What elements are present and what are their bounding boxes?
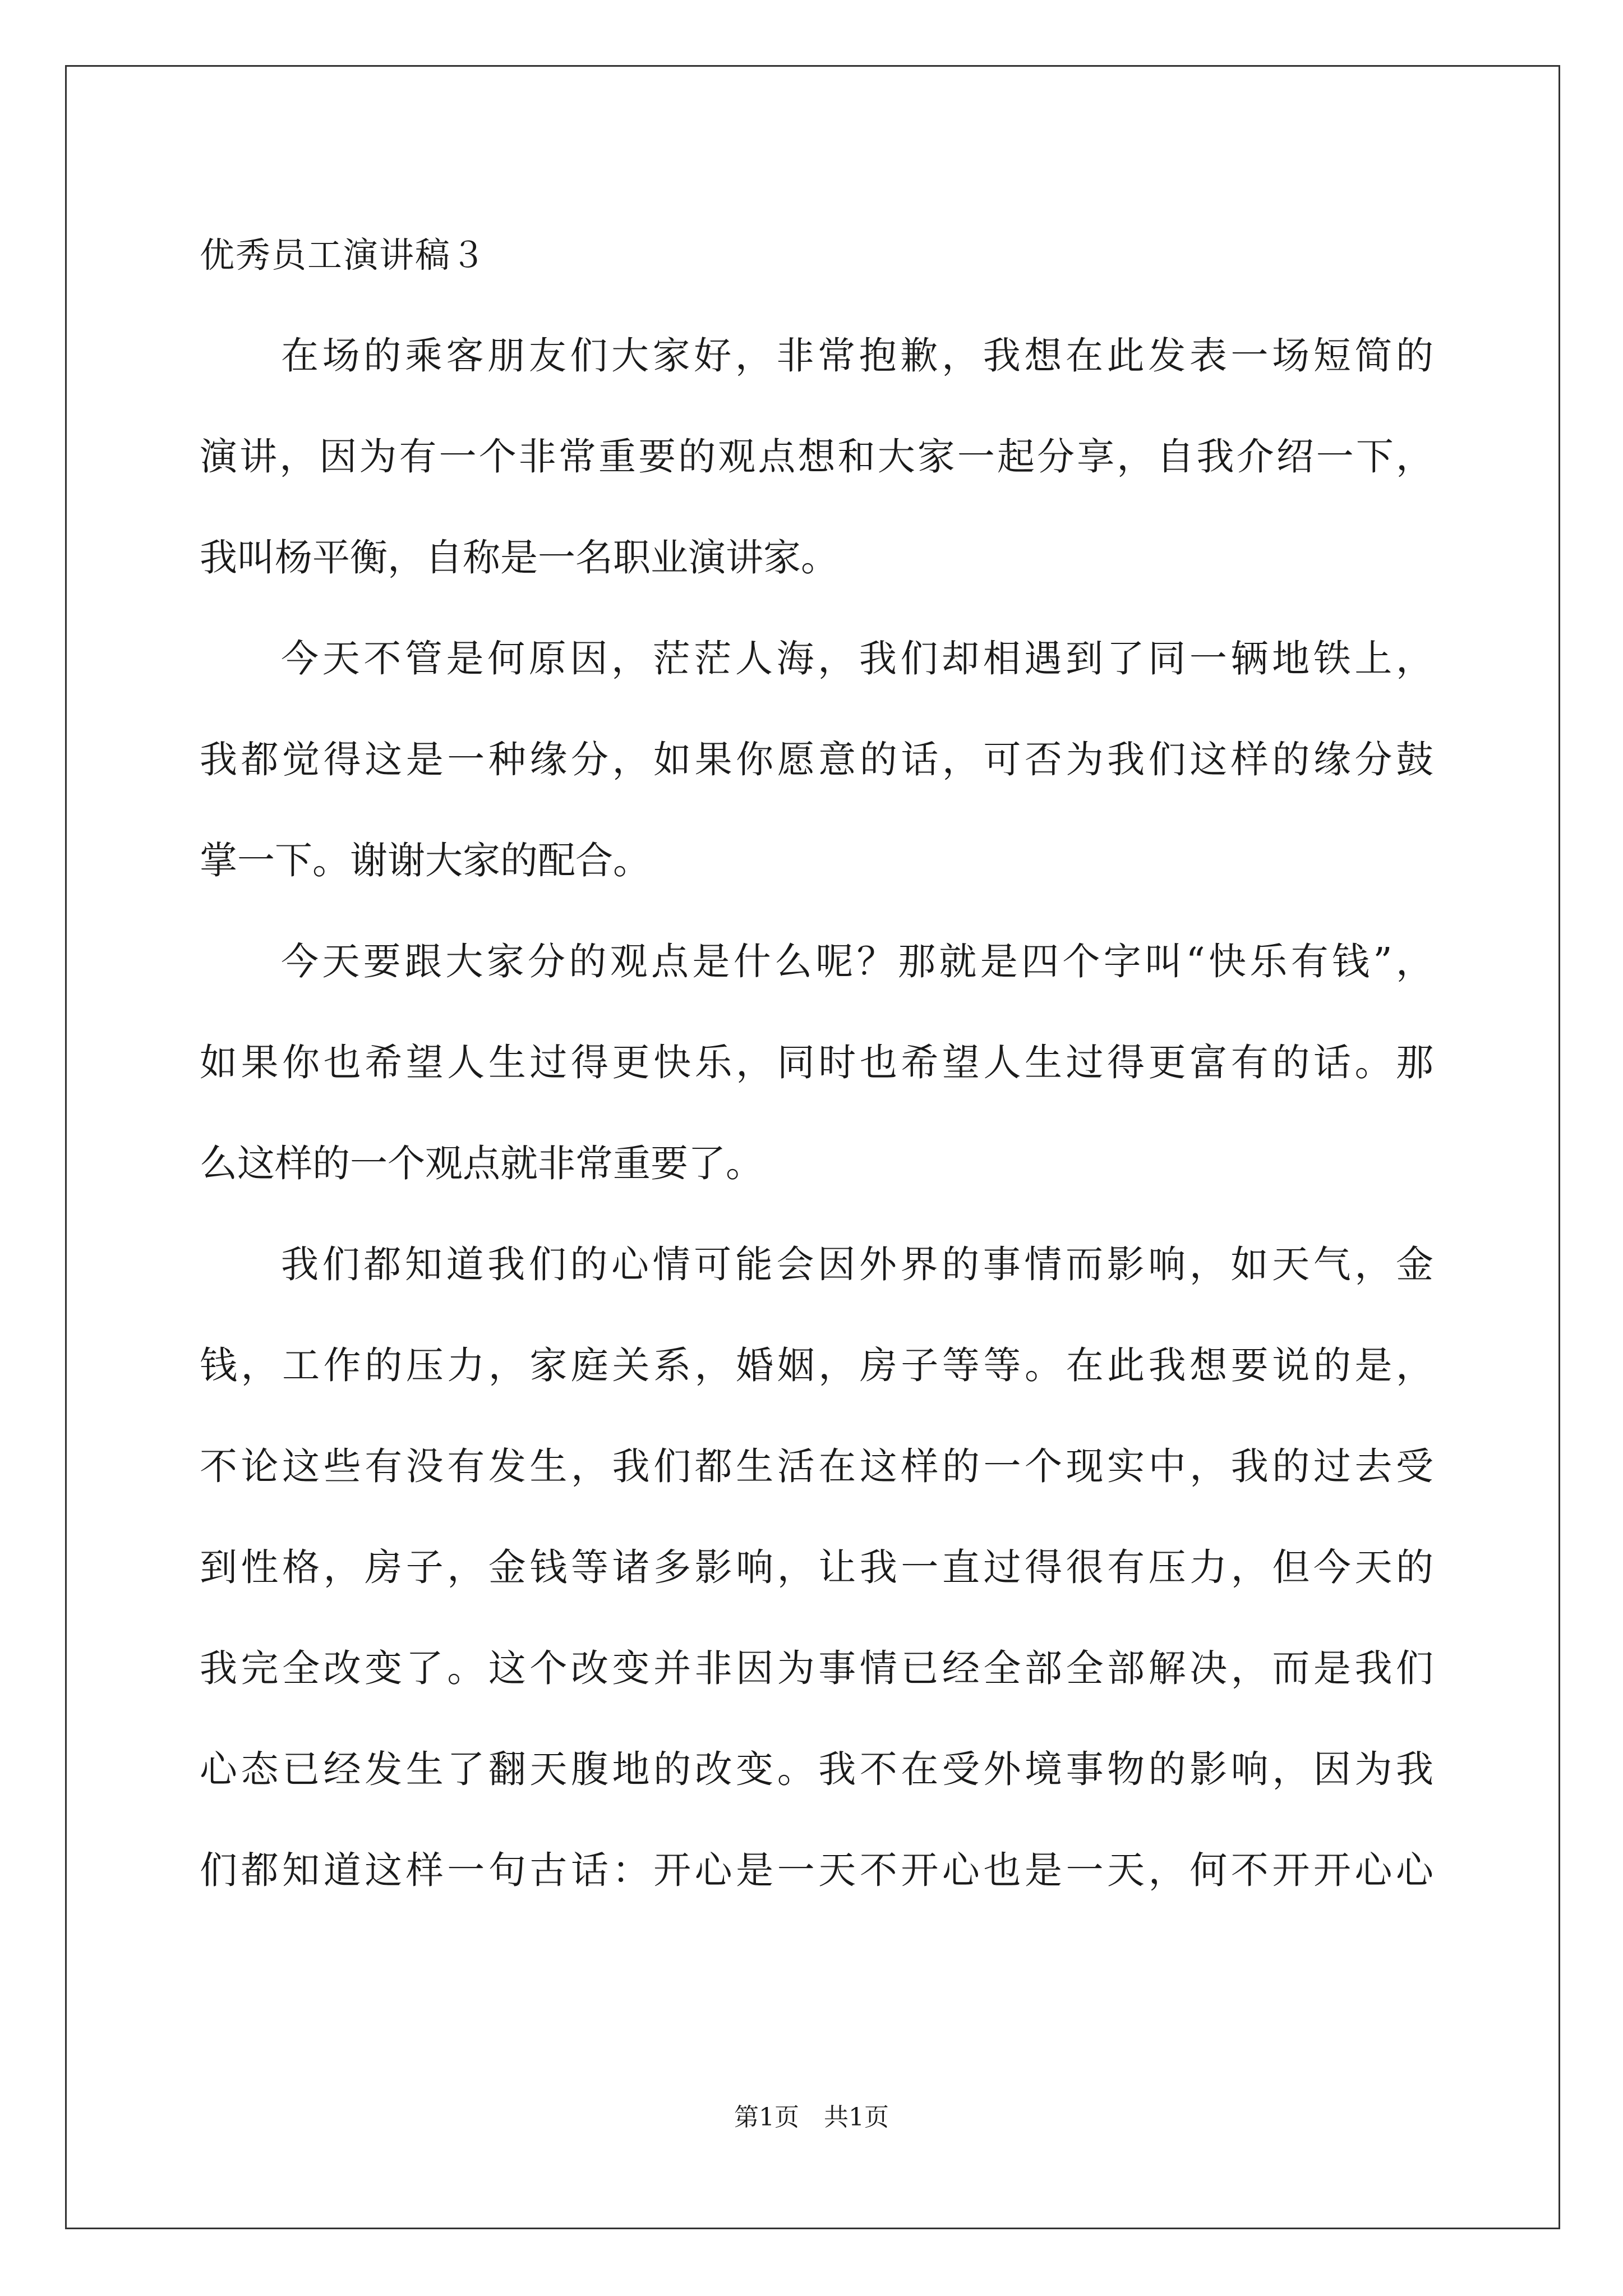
text-line: 在场的乘客朋友们大家好，非常抱歉，我想在此发表一场短简的 xyxy=(281,334,1433,378)
text-line: 今天要跟大家分的观点是什么呢？那就是四个字叫“快乐有钱”， xyxy=(281,940,1433,983)
text-line: 演讲，因为有一个非常重要的观点想和大家一起分享，自我介绍一下， xyxy=(200,435,1433,478)
text-line: 我叫杨平衡，自称是一名职业演讲家。 xyxy=(200,536,838,579)
document-title: 优秀员工演讲稿３ xyxy=(200,234,487,275)
text-line: 我们都知道我们的心情可能会因外界的事情而影响，如天气，金 xyxy=(281,1243,1433,1286)
text-line: 今天不管是何原因，茫茫人海，我们却相遇到了同一辆地铁上， xyxy=(281,637,1433,680)
text-line: 不论这些有没有发生，我们都生活在这样的一个现实中，我的过去受 xyxy=(200,1444,1433,1488)
text-line: 如果你也希望人生过得更快乐，同时也希望人生过得更富有的话。那 xyxy=(200,1041,1433,1084)
text-line: 们都知道这样一句古话：开心是一天不开心也是一天，何不开开心心 xyxy=(200,1848,1433,1892)
text-line: 掌一下。谢谢大家的配合。 xyxy=(200,839,651,882)
page-footer: 第1页 共1页 xyxy=(734,2103,889,2132)
text-line: 心态已经发生了翻天腹地的改变。我不在受外境事物的影响，因为我 xyxy=(200,1747,1433,1791)
text-line: 钱，工作的压力，家庭关系，婚姻，房子等等。在此我想要说的是， xyxy=(200,1343,1433,1387)
text-line: 到性格，房子，金钱等诸多影响，让我一直过得很有压力，但今天的 xyxy=(200,1545,1433,1589)
text-line: 我都觉得这是一种缘分，如果你愿意的话，可否为我们这样的缘分鼓 xyxy=(200,738,1433,781)
text-line: 我完全改变了。这个改变并非因为事情已经全部全部解决，而是我们 xyxy=(200,1646,1433,1690)
text-line: 么这样的一个观点就非常重要了。 xyxy=(200,1142,763,1185)
